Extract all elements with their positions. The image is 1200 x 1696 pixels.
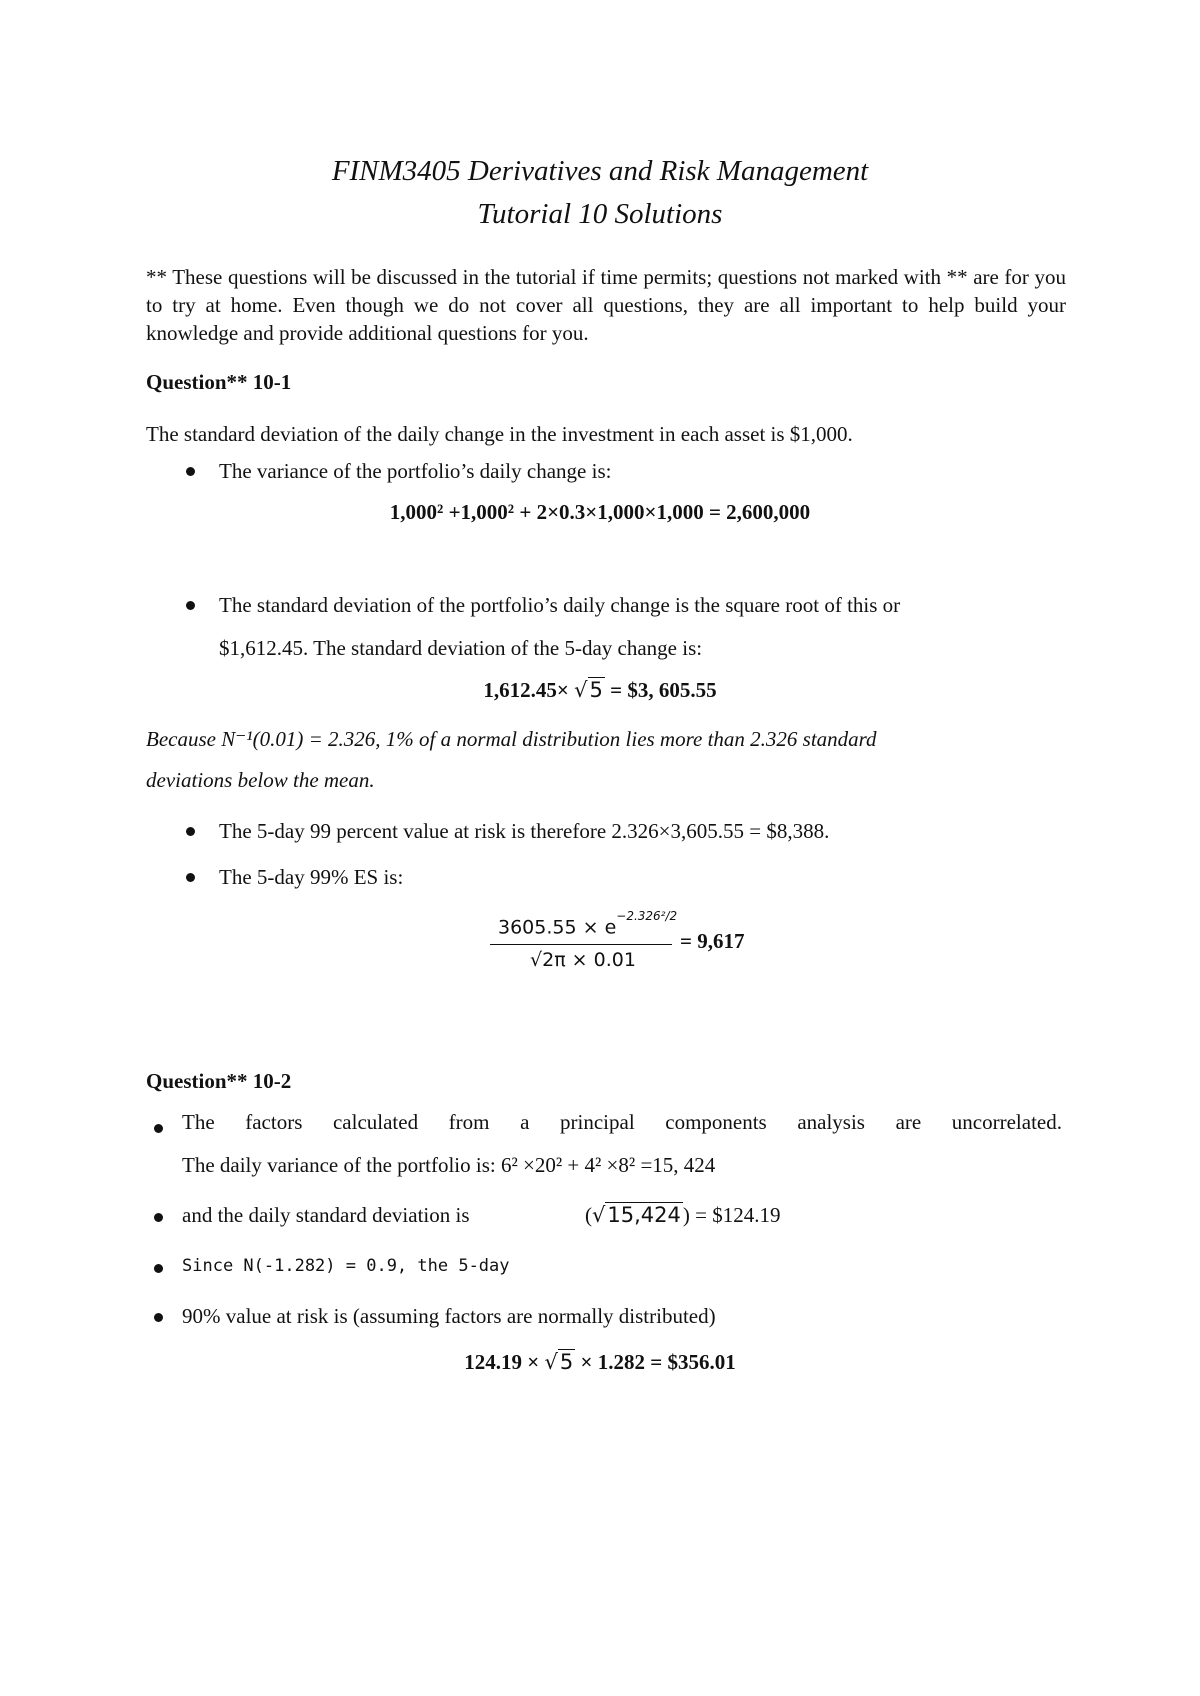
document-title: FINM3405 Derivatives and Risk Management <box>331 155 869 187</box>
q2-bullet-sd-text: and the daily standard deviation is <box>182 1203 470 1227</box>
es-denominator: √2π × 0.01 <box>530 949 636 971</box>
bullet-dot <box>154 1264 163 1273</box>
q1-bullet-variance: The variance of the portfolio’s daily change is: <box>219 459 612 483</box>
q2-sd-equation: (√15,424) = $124.19 <box>585 1203 781 1227</box>
q2-eq-radicand: 5 <box>559 1350 574 1374</box>
sd-radicand: 15,424 <box>607 1203 681 1227</box>
intro-paragraph: ** These questions will be discussed in the tutorial if time permits; questions not marked with ** are for you to try at home. Even though we do not cover all questions, they are all important to help build your knowledge and provide additional questions for you. <box>146 265 1066 345</box>
bullet-dot <box>154 1313 163 1322</box>
q1-italic-note-line2: deviations below the mean. <box>146 768 375 792</box>
bullet-dot <box>186 467 195 476</box>
q2-bullet-factors-line1: The factors calculated from a principal components analysis are uncorrelated. <box>182 1110 1062 1134</box>
sqrt-symbol: √5 <box>574 678 603 702</box>
fraction-bar <box>490 944 672 945</box>
q1-variance-equation: 1,000² +1,000² + 2×0.3×1,000×1,000 = 2,600,000 <box>389 500 811 524</box>
q1-intro-line: The standard deviation of the daily change in the investment in each asset is $1,000. <box>146 422 853 446</box>
sd-result: ) = $124.19 <box>682 1203 781 1227</box>
q1-bullet-sd-line2: $1,612.45. The standard deviation of the 5-day change is: <box>219 636 703 660</box>
eq2-radicand: 5 <box>589 678 603 702</box>
q2-bullet-normal: Since N(-1.282) = 0.9, the 5-day <box>182 1256 510 1276</box>
bullet-dot <box>186 827 195 836</box>
q2-var-equation <box>0 1350 1200 1375</box>
q2-bullet-factors-line2: The daily variance of the portfolio is: 6² ×20² + 4² ×8² =15, 424 <box>182 1153 716 1177</box>
eq2-right: = $3, 605.55 <box>610 678 717 702</box>
q2-bullet-var-assumption: 90% value at risk is (assuming factors are normally distributed) <box>182 1304 716 1328</box>
q2-eq-right: × 1.282 = $356.01 <box>580 1350 736 1374</box>
es-result: = 9,617 <box>680 929 745 953</box>
bullet-dot <box>154 1124 163 1133</box>
es-exponent: −2.326²/2 <box>616 909 678 923</box>
q1-bullet-es: The 5-day 99% ES is: <box>219 865 404 889</box>
bullet-dot <box>186 601 195 610</box>
question-10-1-heading: Question** 10-1 <box>146 370 292 394</box>
q1-bullet-var: The 5-day 99 percent value at risk is therefore 2.326×3,605.55 = $8,388. <box>219 819 830 843</box>
eq2-left: 1,612.45× <box>483 678 569 702</box>
bullet-dot <box>154 1213 163 1222</box>
q1-five-day-equation <box>0 678 1200 703</box>
q2-eq-left: 124.19 × <box>464 1350 540 1374</box>
document-subtitle: Tutorial 10 Solutions <box>477 198 723 230</box>
q1-bullet-sd-line1: The standard deviation of the portfolio’s daily change is the square root of this or <box>219 593 901 617</box>
bullet-dot <box>186 873 195 882</box>
q1-italic-note-line1: Because N⁻¹(0.01) = 2.326, 1% of a normal distribution lies more than 2.326 standard <box>146 727 877 751</box>
sqrt-symbol: √15,424 <box>592 1203 681 1227</box>
sqrt-symbol: √5 <box>544 1350 574 1374</box>
es-numerator: $3605.55 \times e^{-2.326^2/2}$ <box>498 909 678 939</box>
question-10-2-heading: Question** 10-2 <box>146 1069 292 1093</box>
